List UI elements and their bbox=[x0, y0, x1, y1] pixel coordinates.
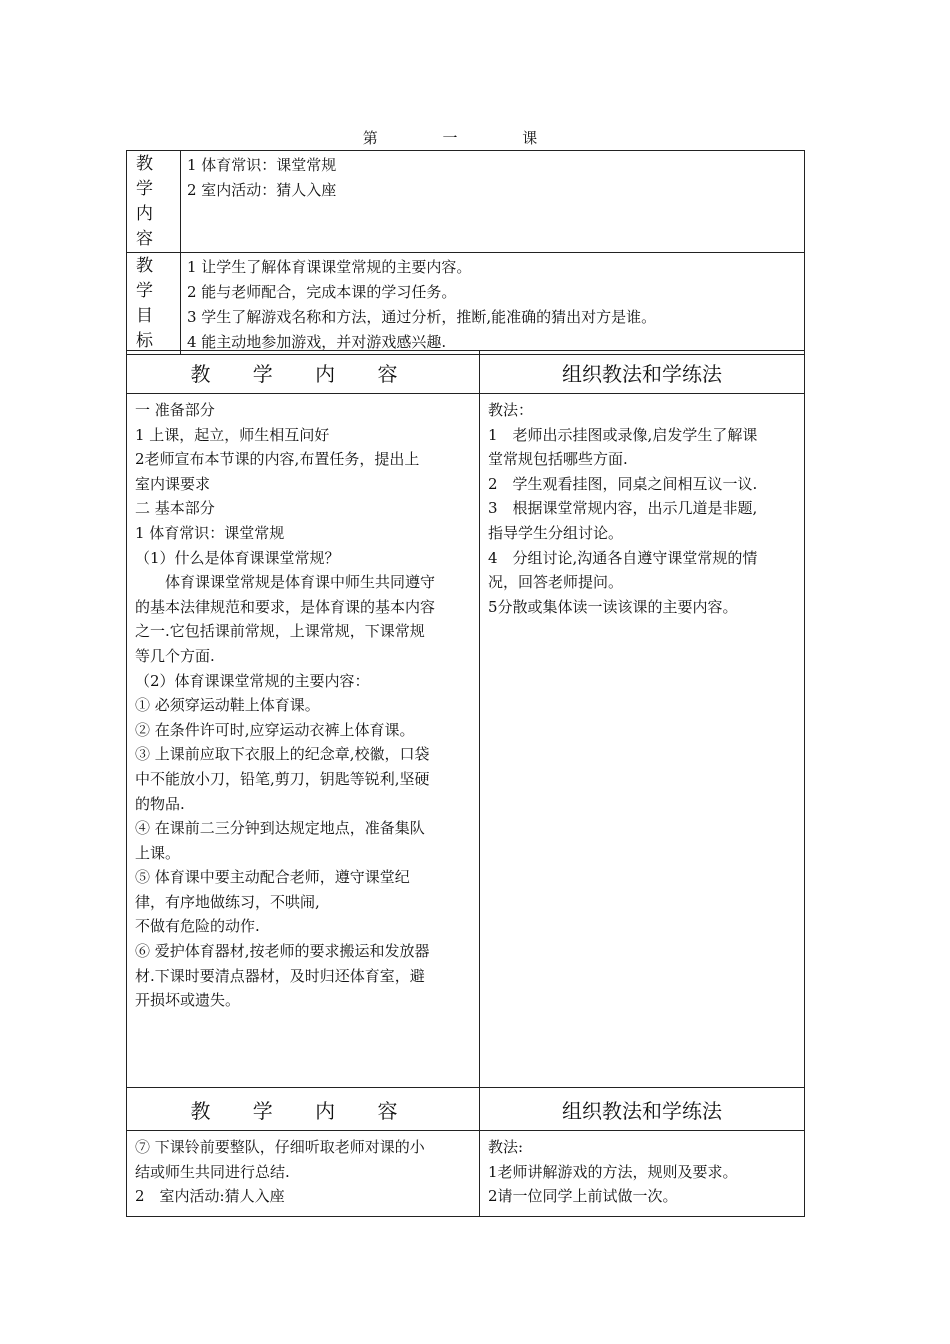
content-line: 结或师生共同进行总结. bbox=[135, 1162, 290, 1181]
teaching-goal-row bbox=[127, 253, 805, 355]
content-line: 二 基本部分 bbox=[135, 499, 215, 518]
method-line: 5分散或集体读一读该课的主要内容。 bbox=[488, 597, 738, 616]
content-line: 上课。 bbox=[135, 843, 181, 862]
content-line: ⑦ 下课铃前要整队，仔细听取老师对课的小 bbox=[135, 1138, 425, 1156]
method-line: 教法： bbox=[488, 401, 534, 419]
teaching-goal-cell bbox=[181, 253, 805, 355]
section-header-row bbox=[127, 351, 805, 394]
method-line: 2 学生观看挂图，同桌之间相互议一议. bbox=[488, 474, 758, 493]
content-line: ⑥ 爱护体育器材,按老师的要求搬运和发放器 bbox=[135, 942, 430, 961]
page-title: 第 一 课 bbox=[362, 129, 568, 147]
content-line: 开损坏或遗失。 bbox=[135, 991, 241, 1010]
content-line: 之一.它包括课前常规，上课常规，下课常规 bbox=[135, 622, 425, 641]
label-char: 容 bbox=[136, 229, 153, 249]
goal-line: 2 能与老师配合，完成本课的学习任务。 bbox=[187, 283, 457, 301]
content-line: 的物品. bbox=[135, 794, 185, 813]
label-char: 教 bbox=[136, 154, 153, 174]
content-line: ② 在条件许可时,应穿运动衣裤上体育课。 bbox=[135, 720, 415, 739]
content-column bbox=[127, 394, 480, 1088]
content-column bbox=[127, 1131, 480, 1217]
goal-line: 4 能主动地参加游戏，并对游戏感兴趣. bbox=[187, 333, 447, 351]
teaching-goal-label bbox=[127, 253, 181, 355]
teaching-content-row bbox=[127, 151, 805, 253]
content-line: （2）体育课课堂常规的主要内容： bbox=[135, 671, 370, 690]
content-line: ⑤ 体育课中要主动配合老师，遵守课堂纪 bbox=[135, 868, 410, 887]
method-column-header: 组织教法和学练法 bbox=[480, 1088, 805, 1131]
content-line: 2 室内活动：猜人入座 bbox=[187, 181, 337, 199]
content-column-header: 教 学 内 容 bbox=[127, 351, 480, 394]
teaching-content-label bbox=[127, 151, 181, 253]
method-line: 4 分组讨论,沟通各自遵守课堂常规的情 bbox=[488, 548, 758, 567]
method-line: 教法: bbox=[488, 1138, 524, 1156]
content-line: 材.下课时要清点器材，及时归还体育室，避 bbox=[135, 966, 425, 985]
content-line: （1）什么是体育课课堂常规？ bbox=[135, 548, 340, 567]
goal-line: 3 学生了解游戏名称和方法，通过分析，推断,能准确的猜出对方是谁。 bbox=[187, 308, 657, 326]
content-line: 2 室内活动:猜人入座 bbox=[135, 1187, 285, 1206]
label-char: 教 bbox=[136, 256, 153, 276]
content-line: ① 必须穿运动鞋上体育课。 bbox=[135, 696, 320, 715]
lesson-plan-table bbox=[126, 350, 805, 1217]
content-line: ③ 上课前应取下衣服上的纪念章,校徽，口袋 bbox=[135, 745, 430, 764]
label-char: 学 bbox=[136, 179, 153, 199]
content-line: 一 准备部分 bbox=[135, 401, 215, 419]
lesson-info-table bbox=[126, 150, 805, 355]
method-line: 况，回答老师提问。 bbox=[488, 573, 624, 592]
content-line: 律，有序地做练习，不哄闹, bbox=[135, 892, 320, 911]
method-line: 2请一位同学上前试做一次。 bbox=[488, 1187, 678, 1206]
section-body-row bbox=[127, 394, 805, 1088]
label-char: 内 bbox=[136, 204, 153, 224]
content-line: 室内课要求 bbox=[135, 474, 211, 493]
content-line: 的基本法律规范和要求，是体育课的基本内容 bbox=[135, 597, 436, 616]
label-char: 标 bbox=[136, 331, 153, 351]
content-line: 1 体育常识：课堂常规 bbox=[135, 523, 285, 542]
content-line: 等几个方面. bbox=[135, 646, 215, 665]
method-column-header: 组织教法和学练法 bbox=[480, 351, 805, 394]
label-char: 目 bbox=[136, 306, 153, 326]
content-line: ④ 在课前二三分钟到达规定地点，准备集队 bbox=[135, 819, 425, 838]
content-line: 1 体育常识：课堂常规 bbox=[187, 156, 337, 174]
goal-line: 1 让学生了解体育课课堂常规的主要内容。 bbox=[187, 258, 472, 276]
content-line: 2老师宣布本节课的内容,布置任务，提出上 bbox=[135, 450, 420, 469]
content-line: 不做有危险的动作. bbox=[135, 917, 260, 936]
method-column bbox=[480, 394, 805, 1088]
teaching-content-cell bbox=[181, 151, 805, 253]
method-line: 1 老师出示挂图或录像,启发学生了解课 bbox=[488, 425, 758, 444]
section-header-row bbox=[127, 1088, 805, 1131]
method-column bbox=[480, 1131, 805, 1217]
content-line: 中不能放小刀，铅笔,剪刀，钥匙等锐利,坚硬 bbox=[135, 769, 430, 788]
method-line: 堂常规包括哪些方面. bbox=[488, 450, 628, 469]
method-line: 指导学生分组讨论。 bbox=[488, 523, 624, 542]
content-column-header: 教 学 内 容 bbox=[127, 1088, 480, 1131]
method-line: 1老师讲解游戏的方法，规则及要求。 bbox=[488, 1162, 738, 1181]
content-line: 体育课课堂常规是体育课中师生共同遵守 bbox=[165, 573, 436, 592]
method-line: 3 根据课堂常规内容，出示几道是非题, bbox=[488, 499, 758, 518]
label-char: 学 bbox=[136, 281, 153, 301]
section-body-row bbox=[127, 1131, 805, 1217]
content-line: 1 上课，起立，师生相互问好 bbox=[135, 425, 330, 444]
